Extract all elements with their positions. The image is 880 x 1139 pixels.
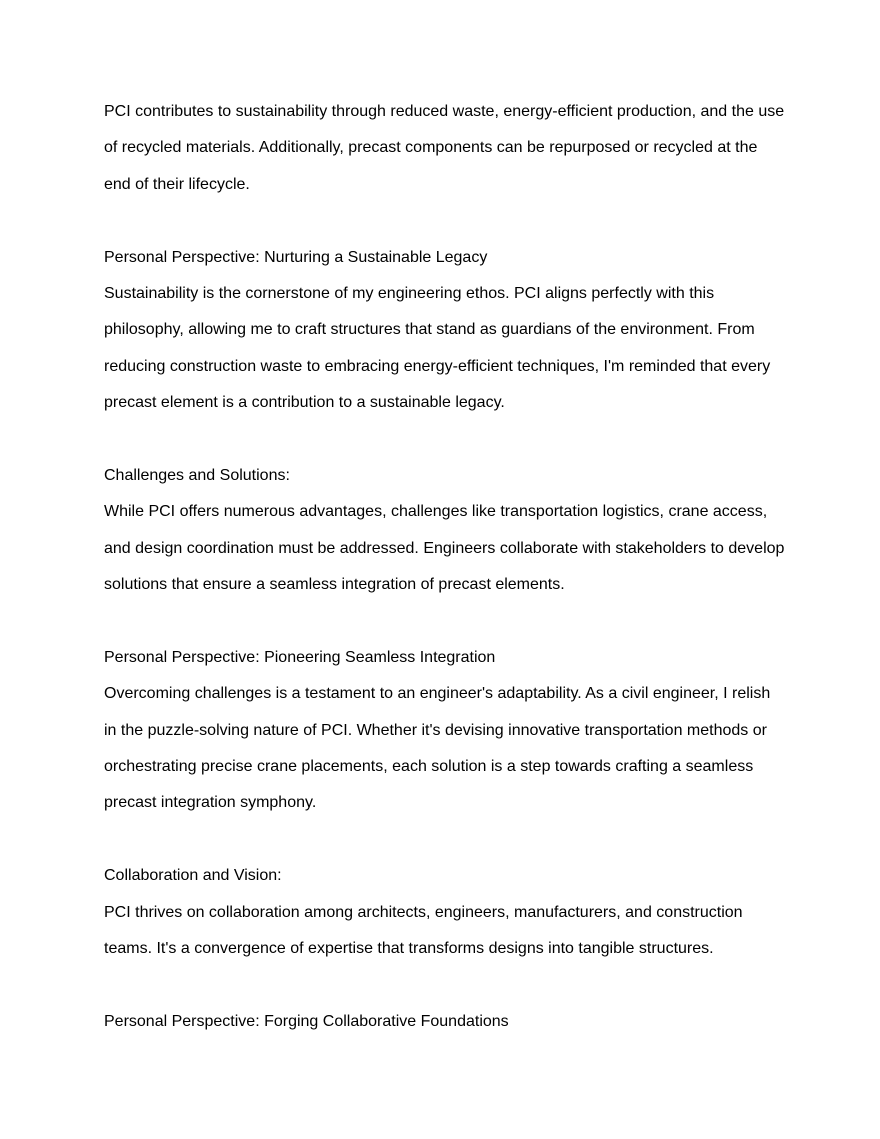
- paragraph-line: Sustainability is the cornerstone of my engineering ethos. PCI aligns perfectly with this: [104, 284, 715, 302]
- section-seamless-integration: [104, 640, 804, 822]
- paragraph-gap: [104, 603, 804, 639]
- section-heading: Challenges and Solutions:: [104, 466, 290, 484]
- section-heading: Personal Perspective: Pioneering Seamless Integration: [104, 648, 496, 666]
- paragraph-line: in the puzzle-solving nature of PCI. Whether it's devising innovative transportation methods or: [104, 721, 767, 739]
- section-sustainable-legacy: [104, 240, 804, 422]
- paragraph-gap: [104, 422, 804, 458]
- paragraph-gap: [104, 822, 804, 858]
- paragraph-line: orchestrating precise crane placements, each solution is a step towards crafting a seamless: [104, 758, 754, 776]
- paragraph-line: end of their lifecycle.: [104, 175, 250, 193]
- document-body: [104, 94, 804, 1040]
- paragraph-gap: [104, 967, 804, 1003]
- paragraph-line: solutions that ensure a seamless integration of precast elements.: [104, 576, 565, 594]
- section-collaborative-foundations: [104, 1004, 804, 1040]
- paragraph-line: reducing construction waste to embracing energy-efficient techniques, I'm reminded that every: [104, 357, 771, 375]
- paragraph-line: Overcoming challenges is a testament to an engineer's adaptability. As a civil engineer, I relish: [104, 685, 771, 703]
- section-heading: Personal Perspective: Nurturing a Sustainable Legacy: [104, 248, 488, 266]
- paragraph-line: PCI contributes to sustainability through reduced waste, energy-efficient production, and the use: [104, 103, 785, 120]
- paragraph-gap: [104, 203, 804, 239]
- paragraph-line: philosophy, allowing me to craft structures that stand as guardians of the environment. From: [104, 321, 755, 339]
- paragraph-line: and design coordination must be addressed. Engineers collaborate with stakeholders to develop: [104, 539, 785, 557]
- paragraph-line: precast integration symphony.: [104, 794, 317, 812]
- paragraph-line: of recycled materials. Additionally, precast components can be repurposed or recycled at the: [104, 139, 758, 157]
- section-heading: Personal Perspective: Forging Collaborative Foundations: [104, 1012, 509, 1030]
- section-heading: Collaboration and Vision:: [104, 867, 282, 885]
- paragraph-line: While PCI offers numerous advantages, challenges like transportation logistics, crane access,: [104, 503, 768, 521]
- paragraph-line: teams. It's a convergence of expertise that transforms designs into tangible structures.: [104, 939, 714, 957]
- sustainability-paragraph: [104, 94, 804, 203]
- section-collaboration-vision: [104, 858, 804, 967]
- paragraph-line: precast element is a contribution to a sustainable legacy.: [104, 394, 505, 412]
- section-challenges-solutions: [104, 458, 804, 604]
- paragraph-line: PCI thrives on collaboration among architects, engineers, manufacturers, and construction: [104, 903, 743, 921]
